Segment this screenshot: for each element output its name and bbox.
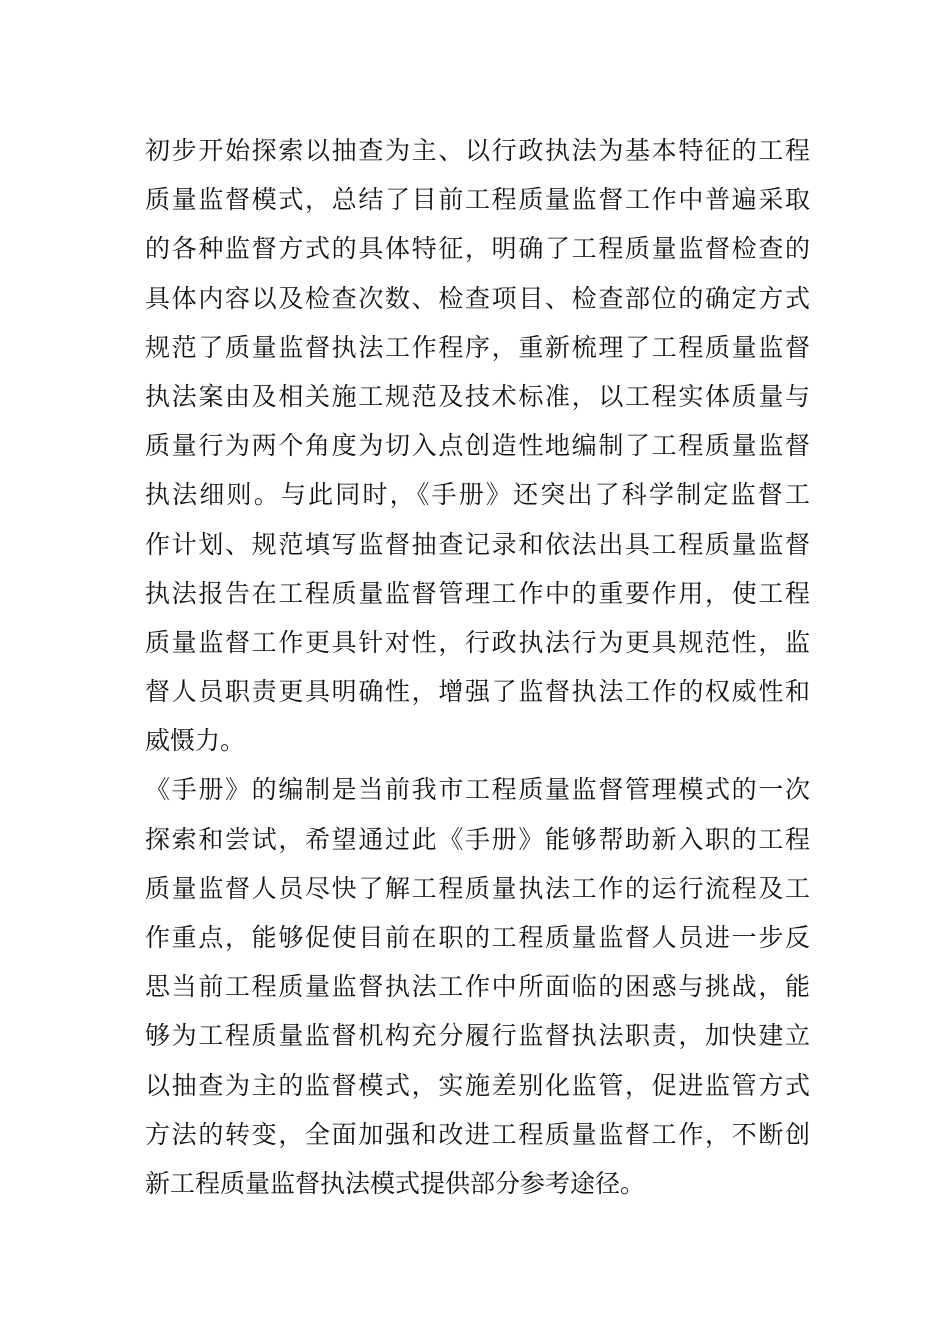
text-line: 《手册》的编制是当前我市工程质量监督管理模式的一次 [145,775,810,805]
text-line: 质量行为两个角度为切入点创造性地编制了工程质量监督 [145,431,810,461]
body-text [145,126,810,1208]
paragraph-2 [145,765,810,1208]
text-line: 威慑力。 [145,726,246,756]
text-line: 执法细则。与此同时，《手册》还突出了科学制定监督工 [145,480,810,510]
text-line: 质量监督人员尽快了解工程质量执法工作的运行流程及工 [145,873,810,903]
text-line: 探索和尝试，希望通过此《手册》能够帮助新入职的工程 [145,824,810,854]
text-line: 作计划、规范填写监督抽查记录和依法出具工程质量监督 [145,529,810,559]
text-line: 执法报告在工程质量监督管理工作中的重要作用，使工程 [145,578,810,608]
text-line: 执法案由及相关施工规范及技术标准，以工程实体质量与 [145,381,810,411]
text-line: 督人员职责更具明确性，增强了监督执法工作的权威性和 [145,677,810,707]
text-line: 以抽查为主的监督模式，实施差别化监管，促进监管方式 [145,1070,810,1100]
text-line: 质量监督模式，总结了目前工程质量监督工作中普遍采取 [145,185,810,215]
text-line: 质量监督工作更具针对性，行政执法行为更具规范性，监 [145,627,810,657]
text-line: 够为工程质量监督机构充分履行监督执法职责，加快建立 [145,1021,810,1051]
text-line: 的各种监督方式的具体特征，明确了工程质量监督检查的 [145,234,810,264]
text-line: 作重点，能够促使目前在职的工程质量监督人员进一步反 [145,923,810,952]
text-line: 思当前工程质量监督执法工作中所面临的困惑与挑战，能 [145,972,810,1002]
text-line: 方法的转变，全面加强和改进工程质量监督工作，不断创 [145,1119,810,1149]
text-line: 初步开始探索以抽查为主、以行政执法为基本特征的工程 [145,136,810,165]
text-line: 新工程质量监督执法模式提供部分参考途径。 [145,1168,646,1198]
text-line: 具体内容以及检查次数、检查项目、检查部位的确定方式 [145,283,810,313]
text-line: 规范了质量监督执法工作程序，重新梳理了工程质量监督 [145,332,810,362]
paragraph-1 [145,126,810,765]
